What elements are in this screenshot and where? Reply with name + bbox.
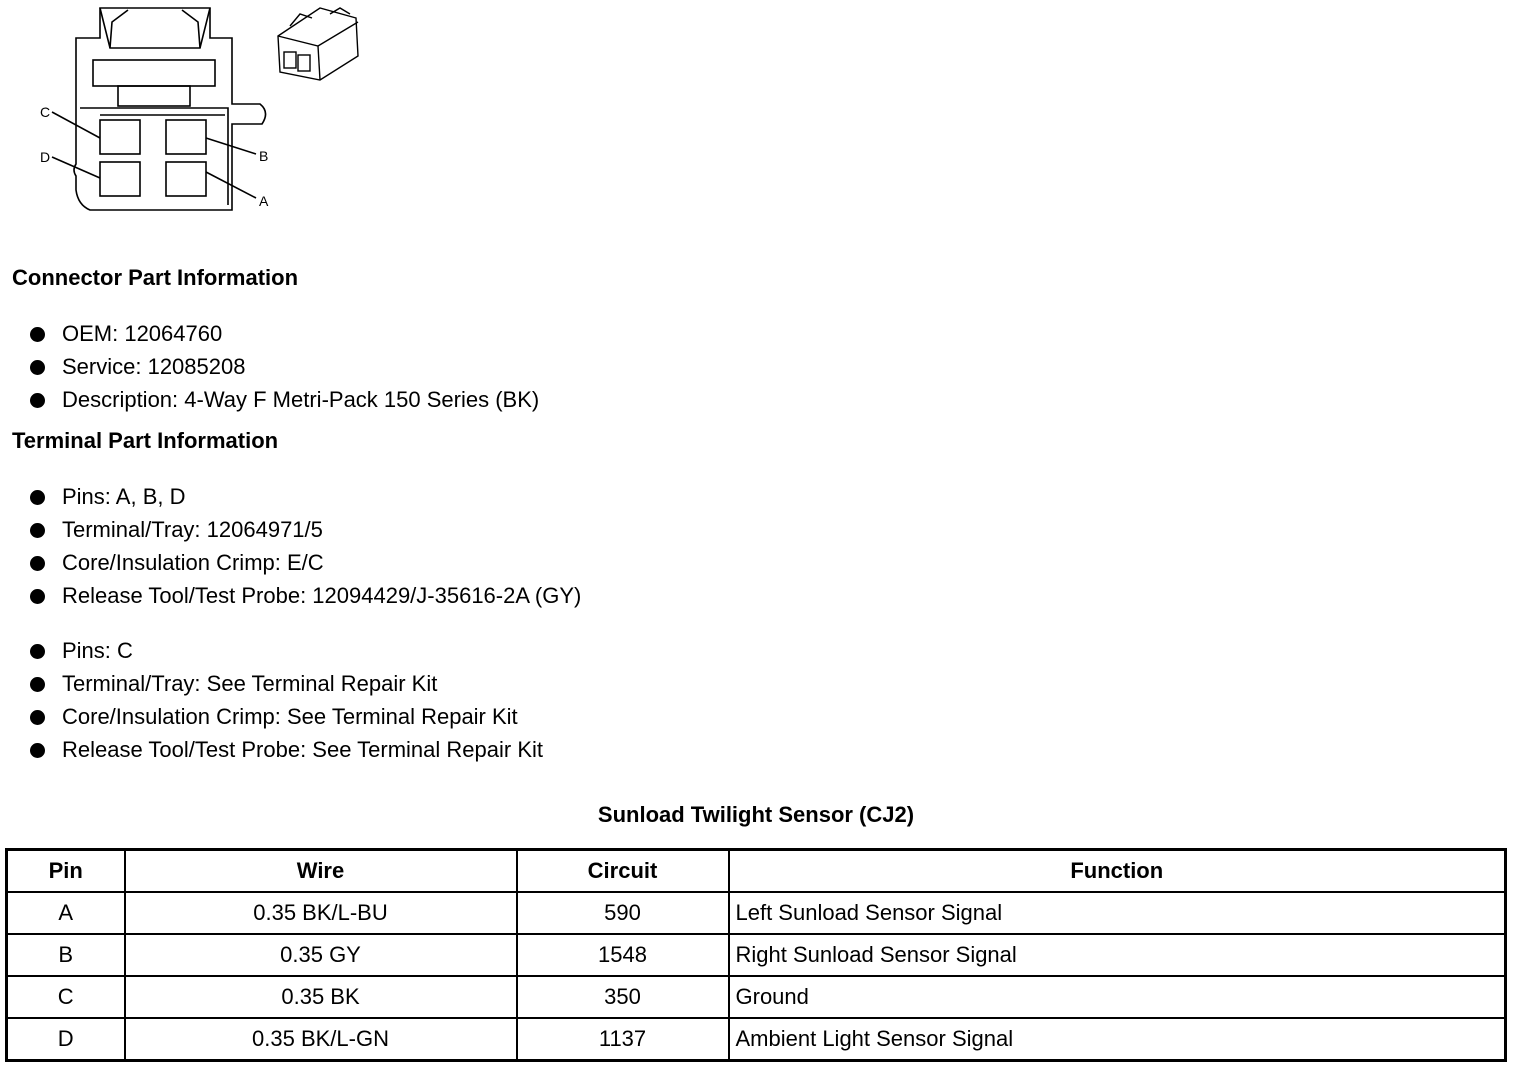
bullet-icon: [30, 644, 45, 659]
list-item: Pins: A, B, D: [28, 480, 581, 513]
list-item: Release Tool/Test Probe: 12094429/J-35616-2A (GY): [28, 579, 581, 612]
header-function: Function: [729, 850, 1506, 893]
table-row: [7, 976, 1506, 1018]
pin-label-a: A: [259, 193, 269, 209]
terminal-part-heading: Terminal Part Information: [12, 428, 279, 453]
pin-table: [5, 848, 1507, 1062]
pin-label-b: B: [259, 148, 269, 164]
header-circuit: Circuit: [517, 850, 729, 893]
list-item: OEM: 12064760: [28, 317, 539, 350]
cell-function: Left Sunload Sensor Signal: [729, 892, 1506, 934]
cell-circuit: 1137: [517, 1018, 729, 1061]
table-title: Sunload Twilight Sensor (CJ2): [597, 802, 915, 827]
list-item: Terminal/Tray: See Terminal Repair Kit: [28, 667, 543, 700]
pin-label-d: D: [40, 149, 51, 165]
cell-pin: A: [7, 892, 125, 934]
list-item: Service: 12085208: [28, 350, 539, 383]
bullet-icon: [30, 556, 45, 571]
bullet-icon: [30, 589, 45, 604]
bullet-icon: [30, 490, 45, 505]
header-pin: Pin: [7, 850, 125, 893]
bullet-icon: [30, 327, 45, 342]
connector-diagram: [0, 0, 400, 230]
list-item: Terminal/Tray: 12064971/5: [28, 513, 581, 546]
table-row: [7, 934, 1506, 976]
terminal-part-list-1: [28, 480, 581, 612]
cell-function: Right Sunload Sensor Signal: [729, 934, 1506, 976]
cell-circuit: 350: [517, 976, 729, 1018]
pin-label-c: C: [40, 104, 51, 120]
bullet-icon: [30, 677, 45, 692]
cell-wire: 0.35 BK: [125, 976, 517, 1018]
table-header-row: [7, 850, 1506, 893]
cell-circuit: 590: [517, 892, 729, 934]
connector-part-list: [28, 317, 539, 416]
list-item: Release Tool/Test Probe: See Terminal Repair Kit: [28, 733, 543, 766]
list-item: Core/Insulation Crimp: E/C: [28, 546, 581, 579]
cell-pin: B: [7, 934, 125, 976]
bullet-icon: [30, 360, 45, 375]
cell-circuit: 1548: [517, 934, 729, 976]
list-item: Pins: C: [28, 634, 543, 667]
cell-function: Ambient Light Sensor Signal: [729, 1018, 1506, 1061]
cell-pin: C: [7, 976, 125, 1018]
bullet-icon: [30, 710, 45, 725]
header-wire: Wire: [125, 850, 517, 893]
bullet-icon: [30, 393, 45, 408]
bullet-icon: [30, 523, 45, 538]
list-item: Core/Insulation Crimp: See Terminal Repair Kit: [28, 700, 543, 733]
cell-function: Ground: [729, 976, 1506, 1018]
cell-wire: 0.35 BK/L-BU: [125, 892, 517, 934]
bullet-icon: [30, 743, 45, 758]
cell-pin: D: [7, 1018, 125, 1061]
cell-wire: 0.35 BK/L-GN: [125, 1018, 517, 1061]
table-row: [7, 892, 1506, 934]
cell-wire: 0.35 GY: [125, 934, 517, 976]
table-row: [7, 1018, 1506, 1061]
list-item: Description: 4-Way F Metri-Pack 150 Series (BK): [28, 383, 539, 416]
connector-part-heading: Connector Part Information: [12, 265, 299, 290]
terminal-part-list-2: [28, 634, 543, 766]
